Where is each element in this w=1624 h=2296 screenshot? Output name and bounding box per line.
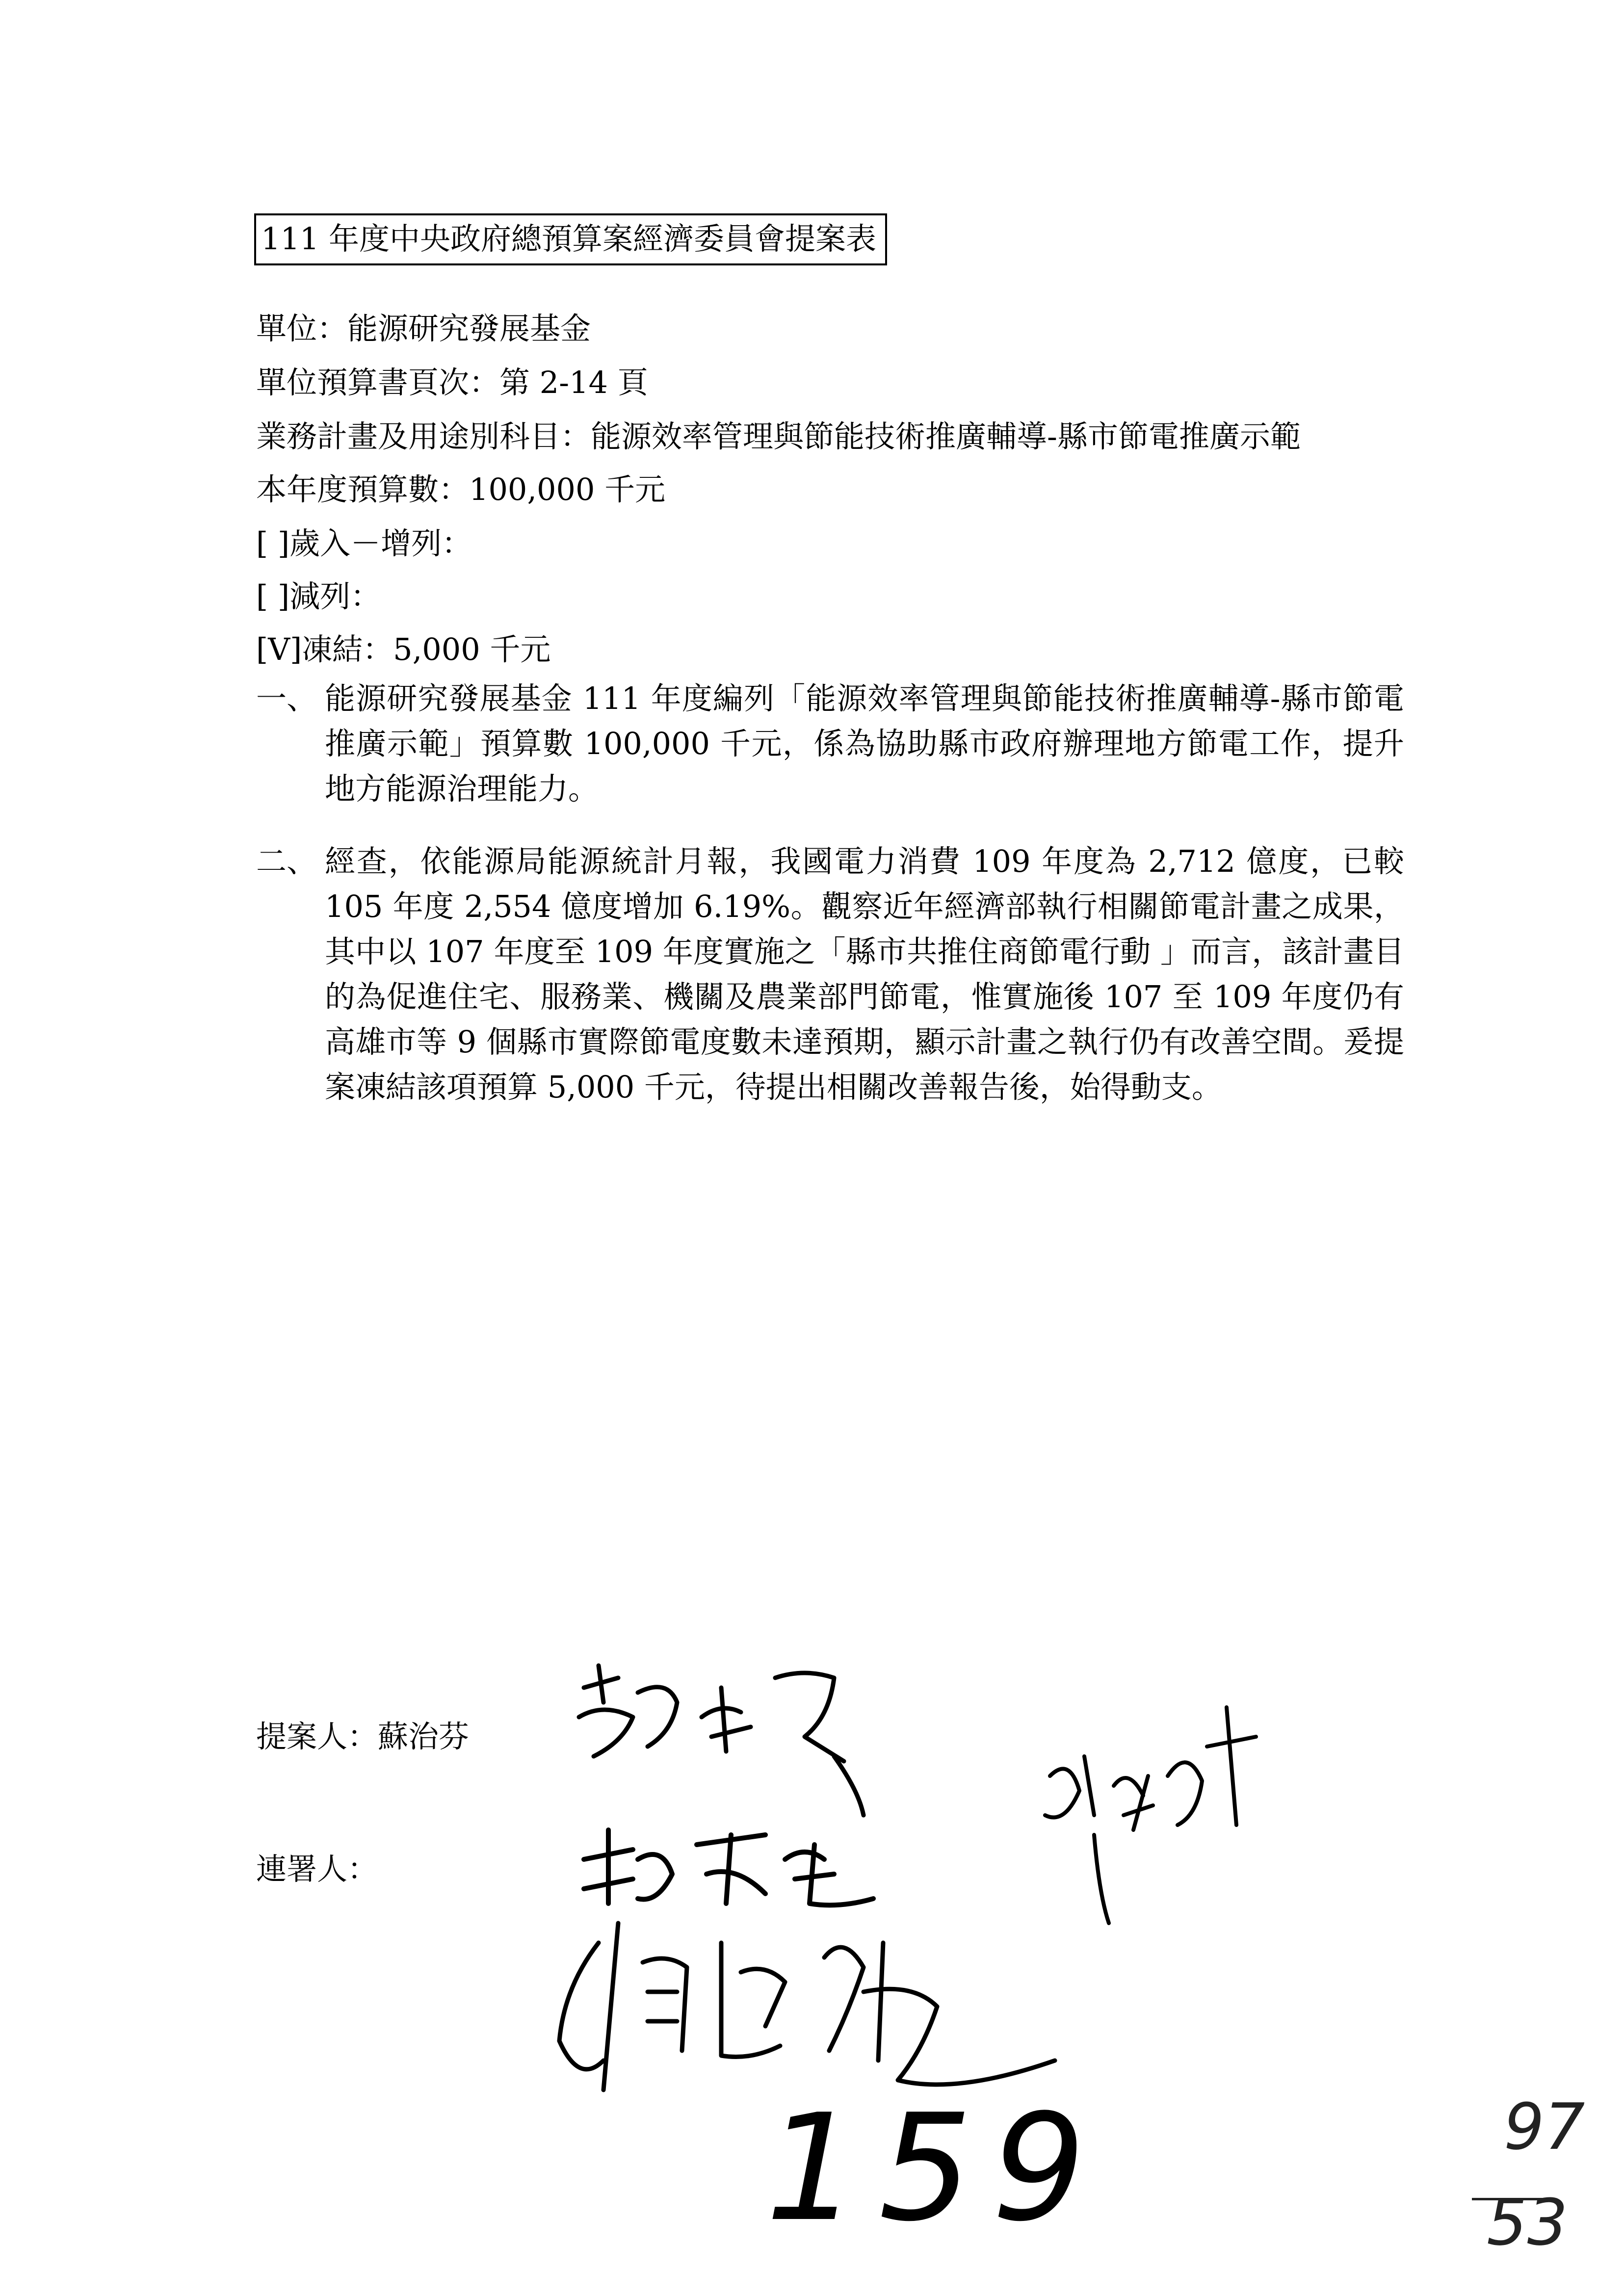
- field-revenue-increase: [ ]歲入－增列：: [256, 525, 472, 561]
- corner-mark-top: 97: [1504, 2089, 1585, 2164]
- paragraph-2-text: 經查，依能源局能源統計月報，我國電力消費 109 年度為 2,712 億度，已較 105 年度 2,554 億度增加 6.19%。觀察近年經濟部執行相關節電計畫之成果，其中以 107 年度至 109 年度實施之「縣市共推住商節電行動 」而言，該計畫目的為促進住宅、服務業、機關及農業部門節電，惟實施後 107 至 109 年度仍有高雄市等 9 個縣市實際節電度數未達預期，顯示計畫之執行仍有改善空間。爰提案凍結該項預算 5,000 千元，待提出相關改善報告後，始得動支。: [325, 843, 1404, 1105]
- paragraph-1-marker: 一、: [256, 680, 317, 716]
- field-freeze: [V]凍結：5,000 千元: [256, 631, 551, 667]
- signature-cosigner-bottom: [559, 1923, 1055, 2090]
- document-title: 111 年度中央政府總預算案經濟委員會提案表: [254, 213, 887, 265]
- signature-cosigner-right: [1045, 1707, 1256, 1923]
- signature-cosigner-middle: [584, 1830, 873, 1905]
- paragraph-1-text: 能源研究發展基金 111 年度編列「能源效率管理與節能技術推廣輔導-縣市節電推廣示範」預算數 100,000 千元，係為協助縣市政府辦理地方節電工作，提升地方能源治理能力。: [325, 680, 1404, 807]
- proposer-label: 提案人：蘇治芬: [256, 1719, 470, 1754]
- field-decrease: [ ]減列：: [256, 578, 381, 614]
- field-budget-amount: 本年度預算數：100,000 千元: [256, 471, 666, 507]
- field-page-ref: 單位預算書頁次：第 2-14 頁: [256, 365, 648, 400]
- paragraph-2-marker: 二、: [256, 843, 317, 879]
- signature-proposer: [579, 1666, 864, 1815]
- field-program: 業務計畫及用途別科目：能源效率管理與節能技術推廣輔導-縣市節電推廣示範: [256, 418, 1301, 454]
- cosigner-label: 連署人：: [256, 1851, 378, 1887]
- field-unit: 單位：能源研究發展基金: [256, 311, 591, 346]
- corner-mark-bottom: 53: [1487, 2185, 1568, 2260]
- page-number: 159: [765, 2083, 1105, 2254]
